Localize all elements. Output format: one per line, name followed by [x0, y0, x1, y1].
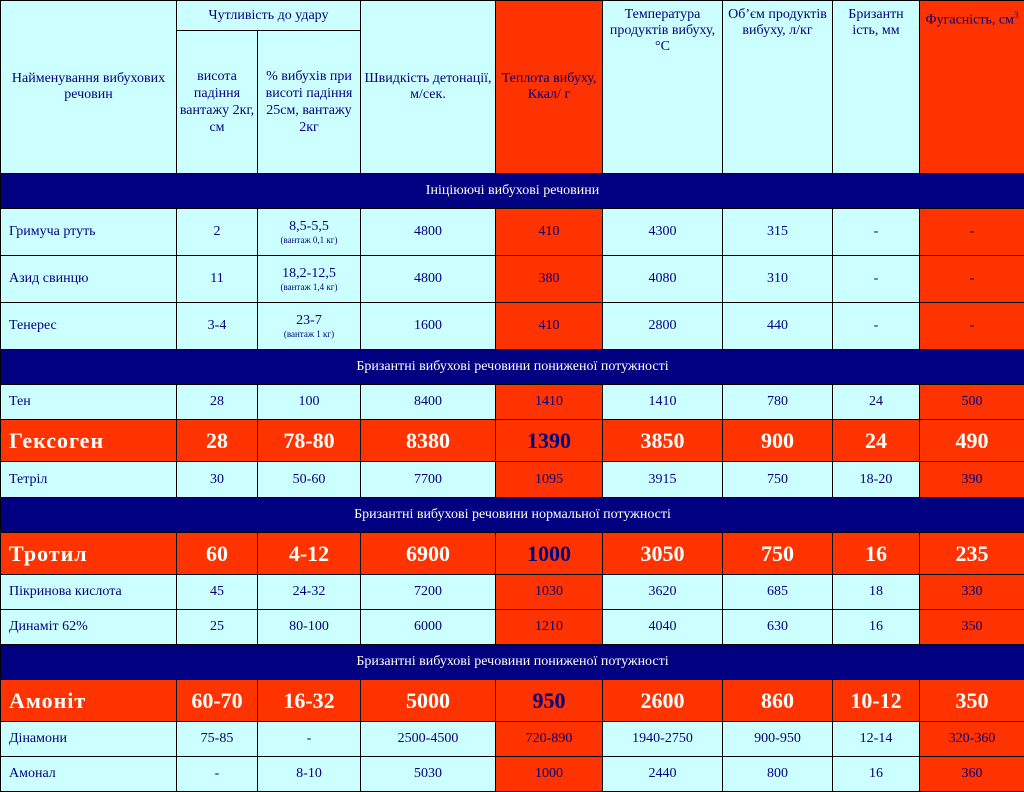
header-temperature: Температура продуктів вибуху, °С [603, 1, 723, 174]
cell-fall-height: 28 [177, 385, 258, 420]
cell-temperature: 3915 [603, 462, 723, 498]
cell-percent-value: 23-7 [296, 313, 322, 328]
table-header [1, 1, 1024, 174]
cell-detonation-speed: 8380 [361, 420, 496, 462]
cell-fugacity: 320-360 [920, 722, 1024, 757]
cell-name: Динаміт 62% [1, 610, 177, 645]
cell-brisance: 10-12 [833, 680, 920, 722]
header-detonation-speed: Швидкість детонації, м/сек. [361, 1, 496, 174]
table-row [1, 462, 1024, 498]
cell-name: Азид свинцю [1, 256, 177, 303]
cell-fugacity: 490 [920, 420, 1024, 462]
section-row [1, 174, 1024, 209]
cell-name: Тен [1, 385, 177, 420]
table-row [1, 722, 1024, 757]
cell-volume: 860 [723, 680, 833, 722]
cell-detonation-speed: 7700 [361, 462, 496, 498]
section-title: Бризантні вибухові речовини нормальної потужності [1, 498, 1024, 533]
cell-brisance: - [833, 303, 920, 350]
header-sensitivity: Чутливість до удару [177, 1, 361, 31]
header-brisance: Бризантн ість, мм [833, 1, 920, 174]
cell-fugacity: 235 [920, 533, 1024, 575]
cell-brisance: 16 [833, 533, 920, 575]
cell-fugacity: 330 [920, 575, 1024, 610]
cell-heat: 1390 [496, 420, 603, 462]
cell-temperature: 3850 [603, 420, 723, 462]
header-fugacity-sup: 3 [1014, 10, 1019, 20]
highlighted-row [1, 680, 1024, 722]
cell-fugacity: 350 [920, 610, 1024, 645]
section-title: Бризантні вибухові речовини пониженої потужності [1, 350, 1024, 385]
cell-brisance: 18-20 [833, 462, 920, 498]
cell-fall-height: 11 [177, 256, 258, 303]
cell-fugacity: 390 [920, 462, 1024, 498]
table-row [1, 209, 1024, 256]
cell-temperature: 3620 [603, 575, 723, 610]
header-name: Найменування вибухових речовин [1, 1, 177, 174]
cell-fugacity: 360 [920, 757, 1024, 792]
cell-name: Амоніт [1, 680, 177, 722]
cell-detonation-speed: 7200 [361, 575, 496, 610]
cell-fall-height: - [177, 757, 258, 792]
cell-fall-height: 25 [177, 610, 258, 645]
cell-fugacity: - [920, 209, 1024, 256]
section-row [1, 498, 1024, 533]
cell-explosion-percent: 8-10 [258, 757, 361, 792]
section-row [1, 645, 1024, 680]
table-row [1, 256, 1024, 303]
cell-brisance: 24 [833, 420, 920, 462]
cell-heat: 1095 [496, 462, 603, 498]
cell-temperature: 4040 [603, 610, 723, 645]
header-fall-height: висота падіння вантажу 2кг, см [177, 31, 258, 174]
cell-brisance: - [833, 256, 920, 303]
cell-fugacity: - [920, 303, 1024, 350]
header-volume: Об’єм продуктів вибуху, л/кг [723, 1, 833, 174]
cell-temperature: 3050 [603, 533, 723, 575]
section-title: Бризантні вибухові речовини пониженої потужності [1, 645, 1024, 680]
header-explosion-percent: % вибухів при висоті падіння 25см, вантажу 2кг [258, 31, 361, 174]
cell-brisance: 24 [833, 385, 920, 420]
cell-name: Тетріл [1, 462, 177, 498]
table-row [1, 575, 1024, 610]
cell-detonation-speed: 6900 [361, 533, 496, 575]
cell-volume: 310 [723, 256, 833, 303]
table-row [1, 385, 1024, 420]
cell-percent-note: (вантаж 1 кг) [260, 329, 358, 340]
header-fugacity [920, 1, 1024, 174]
cell-brisance: 16 [833, 610, 920, 645]
cell-explosion-percent [258, 303, 361, 350]
section-row [1, 350, 1024, 385]
table-row [1, 610, 1024, 645]
cell-heat: 1030 [496, 575, 603, 610]
cell-explosion-percent: 4-12 [258, 533, 361, 575]
cell-fall-height: 75-85 [177, 722, 258, 757]
cell-volume: 685 [723, 575, 833, 610]
cell-temperature: 1940-2750 [603, 722, 723, 757]
cell-fall-height: 30 [177, 462, 258, 498]
cell-temperature: 1410 [603, 385, 723, 420]
cell-explosion-percent: 16-32 [258, 680, 361, 722]
cell-temperature: 2800 [603, 303, 723, 350]
cell-explosion-percent: - [258, 722, 361, 757]
cell-fall-height: 3-4 [177, 303, 258, 350]
cell-heat: 1000 [496, 533, 603, 575]
cell-detonation-speed: 4800 [361, 209, 496, 256]
cell-volume: 900-950 [723, 722, 833, 757]
cell-explosion-percent [258, 209, 361, 256]
highlighted-row [1, 420, 1024, 462]
cell-temperature: 4300 [603, 209, 723, 256]
cell-volume: 800 [723, 757, 833, 792]
cell-explosion-percent: 24-32 [258, 575, 361, 610]
cell-heat: 380 [496, 256, 603, 303]
cell-name: Амонал [1, 757, 177, 792]
cell-explosion-percent: 78-80 [258, 420, 361, 462]
section-title: Ініціюючі вибухові речовини [1, 174, 1024, 209]
cell-name: Дінамони [1, 722, 177, 757]
cell-explosion-percent: 50-60 [258, 462, 361, 498]
table-row [1, 757, 1024, 792]
cell-fugacity: 500 [920, 385, 1024, 420]
cell-detonation-speed: 5000 [361, 680, 496, 722]
cell-explosion-percent: 80-100 [258, 610, 361, 645]
cell-fall-height: 45 [177, 575, 258, 610]
cell-fugacity: 350 [920, 680, 1024, 722]
header-fugacity-label: Фугасність, см [926, 13, 1014, 28]
cell-percent-note: (вантаж 0,1 кг) [260, 235, 358, 246]
cell-fall-height: 60 [177, 533, 258, 575]
cell-detonation-speed: 2500-4500 [361, 722, 496, 757]
cell-brisance: - [833, 209, 920, 256]
cell-explosion-percent [258, 256, 361, 303]
cell-temperature: 4080 [603, 256, 723, 303]
cell-name: Пікринова кислота [1, 575, 177, 610]
table-body [1, 174, 1024, 792]
table-row [1, 303, 1024, 350]
cell-heat: 410 [496, 209, 603, 256]
cell-heat: 1210 [496, 610, 603, 645]
cell-fall-height: 60-70 [177, 680, 258, 722]
cell-name: Тенерес [1, 303, 177, 350]
cell-detonation-speed: 6000 [361, 610, 496, 645]
cell-volume: 750 [723, 533, 833, 575]
cell-percent-value: 18,2-12,5 [282, 266, 336, 281]
cell-name: Гексоген [1, 420, 177, 462]
cell-detonation-speed: 8400 [361, 385, 496, 420]
cell-heat: 950 [496, 680, 603, 722]
cell-heat: 410 [496, 303, 603, 350]
cell-brisance: 18 [833, 575, 920, 610]
cell-detonation-speed: 5030 [361, 757, 496, 792]
cell-temperature: 2600 [603, 680, 723, 722]
cell-heat: 1410 [496, 385, 603, 420]
cell-fugacity: - [920, 256, 1024, 303]
cell-volume: 315 [723, 209, 833, 256]
cell-brisance: 16 [833, 757, 920, 792]
cell-volume: 900 [723, 420, 833, 462]
cell-name: Тротил [1, 533, 177, 575]
header-heat: Теплота вибуху, Ккал/ г [496, 1, 603, 174]
cell-explosion-percent: 100 [258, 385, 361, 420]
cell-fall-height: 28 [177, 420, 258, 462]
cell-volume: 440 [723, 303, 833, 350]
highlighted-row [1, 533, 1024, 575]
cell-percent-value: 8,5-5,5 [289, 219, 329, 234]
cell-volume: 630 [723, 610, 833, 645]
cell-heat: 720-890 [496, 722, 603, 757]
cell-volume: 780 [723, 385, 833, 420]
cell-volume: 750 [723, 462, 833, 498]
cell-fall-height: 2 [177, 209, 258, 256]
cell-brisance: 12-14 [833, 722, 920, 757]
cell-detonation-speed: 4800 [361, 256, 496, 303]
cell-detonation-speed: 1600 [361, 303, 496, 350]
cell-temperature: 2440 [603, 757, 723, 792]
cell-name: Гримуча ртуть [1, 209, 177, 256]
cell-heat: 1000 [496, 757, 603, 792]
cell-percent-note: (вантаж 1,4 кг) [260, 282, 358, 293]
